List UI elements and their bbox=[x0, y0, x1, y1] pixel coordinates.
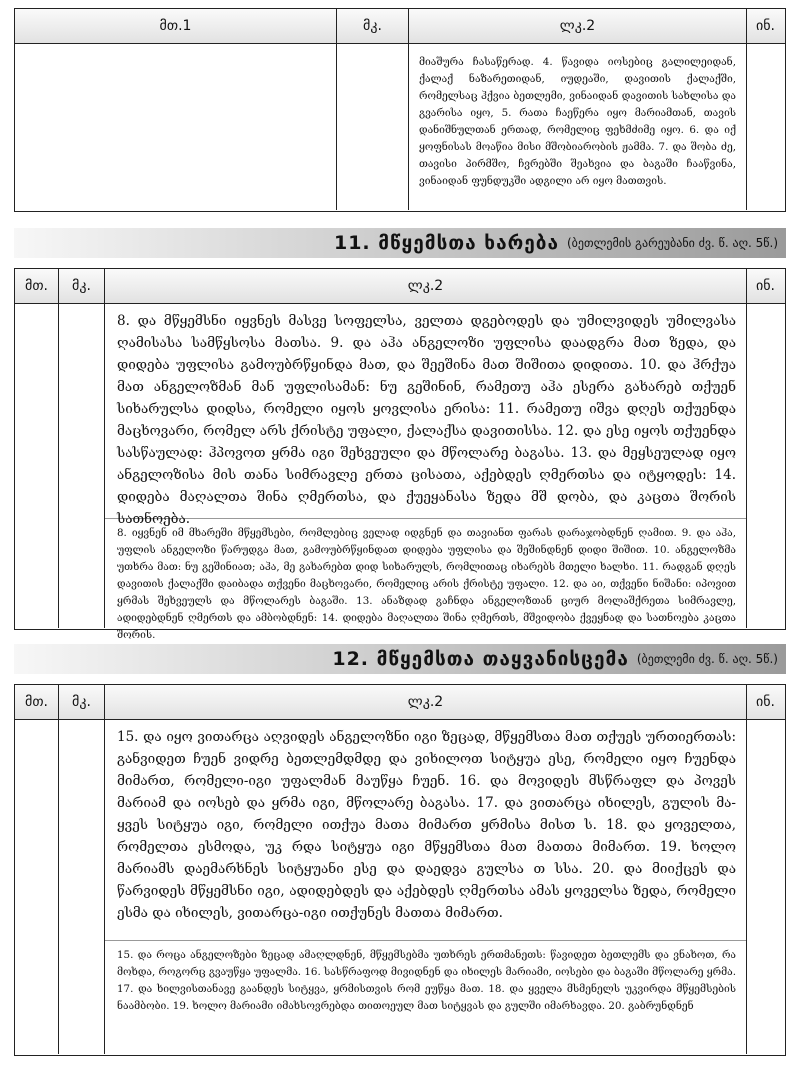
table-1-row bbox=[15, 44, 785, 210]
section-11-title: 11. მწყემსთა ხარება bbox=[333, 232, 559, 254]
modern-georgian-text: 8. იყვნენ იმ მხარეში მწყემსები, რომლებიც ველად იდგნენ და თავიანთ ფარას დარაჯობდნენ ღამით. 9. და აჰა, უფლის ანგელოზი წარუდგა მათ, გამოუბრწყინდათ დიდება უფლისა და შეშინდნენ დიდი შიშით. 10. ანგელოზმა უთხრა მათ: ნუ გეშინიათ; აჰა, მე გახარებთ დიდ სიხარულს, რომლითაც იხარებს მთელი ხალხი. 11. რადგან დღეს დავითის ქალაქში დაიბადა თქვენი მაცხოვარი, რომელიც არის ქრისტე უფალი. 12. და აი, თქვენი ნიშანი: იპოვით ყრმას შეხვეულს და მწოლარეს ბაგაში. 13. ანაზდად გაჩნდა ანგელოზთან ციურ მოლაშქრეთა სიმრავლე, ადიდებდნენ ღმერთს და ამბობდნენ: 14. დიდება მაღალთა შინა ღმერთს, მშვიდობა ქვეყნად და სათნოება კაცთა შორის. bbox=[105, 518, 746, 639]
cell-mark bbox=[59, 720, 105, 1054]
cell-matthew bbox=[15, 304, 59, 628]
header-john: ინ. bbox=[755, 18, 775, 34]
header-mark: მკ. bbox=[59, 269, 105, 303]
cell-john bbox=[747, 44, 784, 210]
old-georgian-text: 8. და მწყემსნი იყვნეს მასვე სოფელსა, ველთა დგებოდეს და უმილვიდეს უმილვასა ღამისასა სამწყსოსა მათსა. 9. და აჰა ანგელოზი უფლისა დაადგრა მათ ზედა, და დიდება უფლისა გამოუბრწყინდა მათ, და შეეშინა მათ შიშითა დიდითა. 10. და ჰრქუა მათ ანგელოზმან მან უფლისამან: ნუ გეშინინ, რამეთუ აჰა ესერა გახარებ თქუენ სიხარულსა დიდსა, რომელი იყოს ყოვლისა ერისა: 11. რამეთუ იშვა დღეს თქუენდა მაცხოვარი, რომელ არს ქრისტე უფალი, ქალაქსა დავითისსა. 12. და ესე იყოს თქუენდა სასწაულად: ჰპოვოთ ყრმა იგი შეხვეული და მწოლარე ბაგასა. 13. და მეყსეულად იყო ანგელოზისა მის თანა სიმრავლე ერთა ცისათა, აქებდეს ღმერთსა და იტყოდეს: 14. დიდება მაღალთა შინა ღმერთსა, და ქუეყანასა ზედა მშ დობა, და კაცთა შორის სათნოება. bbox=[117, 313, 736, 527]
section-12-title: 12. მწყემსთა თაყვანისცემა bbox=[332, 648, 629, 670]
cell-luke bbox=[105, 720, 747, 1054]
header-matthew: მთ.1 bbox=[15, 9, 337, 43]
old-georgian-text: 15. და იყო ვითარცა აღვიდეს ანგელოზნი იგი ზეცად, მწყემსთა მათ თქუეს ურთიერთას: განვიდეთ ჩუენ ვიდრე ბეთლემდმდე და ვიხილოთ სიტყუა ესე, რომელი იყო ჩუენდა მიმართ, რომელი-იგი უფალმან მაუწყა ჩუენ. 16. და მოვიდეს მსწრაფლ და პოვეს მარიამ და იოსებ და ყრმა იგი, მწოლარე ბაგასა. 17. და ვითარცა იხილეს, გულის მა-ყვეს სიტყუა იგი, რომელი ითქუა მათა მიმართ ყრმისა მისთ ს. 18. და ყოველთა, რომელთა ესმოდა, უკ რდა სიტყუა იგი მწყემსთა მათ მათთა მიმართ. 19. ხოლო მარიამს დაემარხნეს სიტყუანი ესე და დაედვა გულსა თ სსა. 20. და მიიქცეს და წარვიდეს მწყემსნი იგი, ადიდებდეს და აქებდეს ღმერთსა ამას ყოველსა ზედა, რომელი ესმა და იხილეს, ვითარცა-იგი ითქუნეს მათთა მიმართ. bbox=[117, 729, 736, 921]
cell-luke-text: მიაშურა ჩასაწერად. 4. წავიდა იოსებიც გალილეიდან, ქალაქ ნაზარეთიდან, იუდეაში, დავითის ქალაქში, რომელსაც ჰქვია ბეთლემი, ვინაიდან დავითის სახლისა და გვარისა იყო, 5. რათა ჩაეწერა იყო მარიამთან, თავის დანიშნულთან ერთად, რომელიც ფეხმძიმე იყო. 6. და იქ ყოფნისას მოაწია მისი მშობიარობის ჟამმა. 7. და შობა ძე, თავისი პირმშო, ჩვრებში შეახვია და ბაგაში ჩააწვინა, ვინაიდან ფუნდუკში ადგილი არ იყო მათთვის. bbox=[409, 44, 747, 210]
section-12-heading bbox=[14, 644, 786, 674]
table-3-row bbox=[15, 720, 785, 1054]
table-2-header bbox=[15, 269, 785, 304]
table-1 bbox=[14, 8, 786, 212]
cell-matthew bbox=[15, 44, 337, 210]
table-2 bbox=[14, 268, 786, 641]
header-matthew: მთ. bbox=[15, 685, 59, 719]
table-3 bbox=[14, 684, 786, 1056]
table-3-header bbox=[15, 685, 785, 720]
header-luke: ლკ.2 bbox=[105, 269, 747, 303]
header-matthew: მთ. bbox=[15, 269, 59, 303]
table-2-row bbox=[15, 304, 785, 641]
cell-john bbox=[747, 720, 784, 1054]
header-mark: მკ. bbox=[337, 9, 409, 43]
cell-luke bbox=[105, 304, 747, 641]
header-john: ინ. bbox=[755, 278, 775, 294]
section-12-source: (ბეთლემი ძვ. წ. აღ. 5წ.) bbox=[636, 652, 778, 666]
cell-john bbox=[747, 304, 784, 628]
cell-mark bbox=[59, 304, 105, 628]
header-luke: ლკ.2 bbox=[409, 9, 747, 43]
cell-mark bbox=[337, 44, 409, 210]
section-11-heading bbox=[14, 228, 786, 258]
header-john: ინ. bbox=[755, 694, 775, 710]
modern-georgian-text: 15. და როცა ანგელოზები ზეცად ამაღლდნენ, მწყემსებმა უთხრეს ერთმანეთს: წავიდეთ ბეთლემს და ვნახოთ, რა მოხდა, როგორც გვაუწყა უფალმა. 16. სასწრაფოდ მივიდნენ და იხილეს მარიამი, იოსები და ბაგაში მწოლარე ყრმა. 17. და ხილვისთანავე გაანდეს სიტყვა, ყრმისთვის რომ ეუწყა მათ. 18. და ყველა მსმენელს უკვირდა მწყემსების ნაამბობი. 19. ხოლო მარიამი იმახსოვრებდა თითოეულ მათ სიტყვას და გულში იმარხავდა. 20. გაბრუნდნენ bbox=[105, 940, 746, 1065]
header-mark: მკ. bbox=[59, 685, 105, 719]
cell-matthew bbox=[15, 720, 59, 1054]
header-luke: ლკ.2 bbox=[105, 685, 747, 719]
table-1-header bbox=[15, 9, 785, 44]
section-11-source: (ბეთლემის გარეუბანი ძვ. წ. აღ. 5წ.) bbox=[567, 236, 778, 250]
